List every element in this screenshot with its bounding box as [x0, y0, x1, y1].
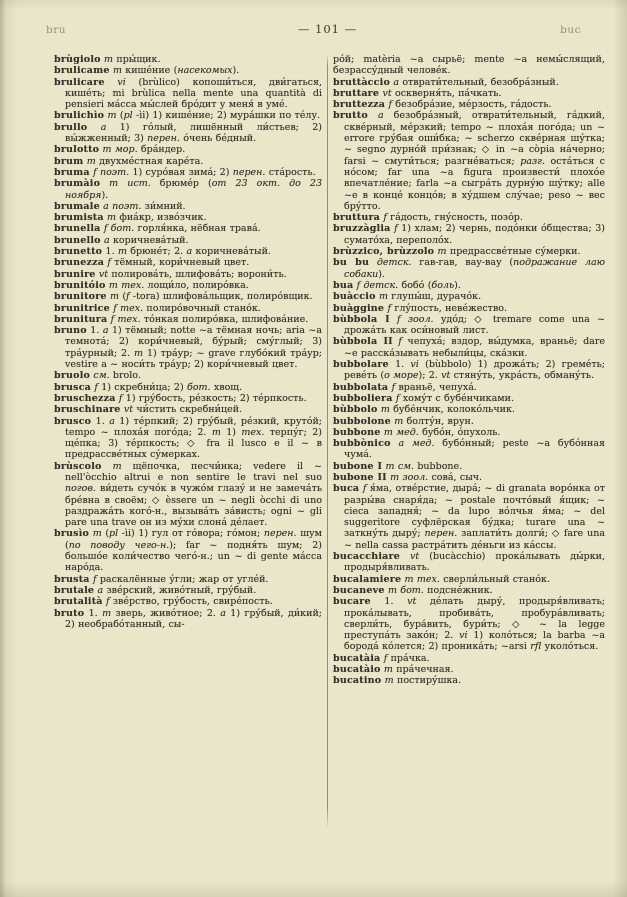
dictionary-entry: bruttare vt оскверня́ть, па́чкать. — [333, 87, 502, 99]
dictionary-entry: bùbbolo m бубе́нчик, колоко́льчик. — [333, 404, 515, 416]
dictionary-entry: bucare 1. vt де́лать дыру́, продыря́вливать; прока́лывать, пробива́ть, пробура́вливать; сверли́ть, бура́вить, бури́ть; ◇ ~ la legge преступа́ть зако́н; 2. vi 1) коло́ться; la barba ~a борода́ ко́лется; 2) проника́ть; ~arsi rfl уколо́ться. — [333, 596, 605, 653]
dictionary-entry: bruma f поэт. 1) суро́вая зима́; 2) перен. ста́рость. — [54, 166, 316, 178]
headword: bubone II — [333, 471, 387, 483]
dictionary-entry: brulichìo m (pl -ìi) 1) кише́ние; 2) мура́шки по те́лу. — [54, 110, 321, 122]
dictionary-entry: brusìo m (pl -ìi) 1) гул от го́вора; го́мон; перен. шум (по поводу чего-н.); far ~ подня́ть шум; 2) большо́е коли́чество чего́-н.; un ~ di gente ма́сса наро́да. — [54, 528, 323, 574]
headword: brulicame — [54, 65, 110, 77]
dictionary-entry: brusca f 1) скребни́ца; 2) бот. хвощ. — [54, 381, 243, 393]
dictionary-entry: buàggine f глу́пость, неве́жество. — [333, 302, 508, 314]
entry-continuation: ро́й; matèria ~a сырьё; mente ~a немы́слящий, безрассу́дный челове́к. — [333, 54, 605, 77]
dictionary-entry: brunezza f тёмный, кори́чневый цвет. — [54, 257, 250, 269]
headword: brutto — [333, 110, 368, 122]
dictionary-entry: bucaneve m бот. подсне́жник. — [333, 584, 493, 596]
headword: bruschezza — [54, 392, 116, 404]
dictionary-entry: bucalamiere m тех. сверли́льный стано́к. — [333, 573, 550, 585]
headword: bubbolone — [333, 415, 391, 427]
headword: bubbònico — [333, 438, 391, 450]
dictionary-entry: brusco 1. a 1) те́рпкий; 2) гру́бый, ре́зкий, круто́й; tempo ~ плоха́я пого́да; 2. m 1) тех. терпу́г; 2) ще́пка; 3) те́рпкость; ◇ fra il lusco e il ~ в предрассве́тных су́мерках. — [54, 415, 323, 461]
headword: brùzzico, brùzzolo — [333, 246, 435, 258]
dictionary-entry: bruttezza f безобра́зие, ме́рзость, га́дость. — [333, 99, 552, 111]
headword: bubbolata — [333, 381, 389, 393]
headword: brum — [54, 155, 84, 167]
dictionary-entry: brusta f раскалённые у́гли; жар от угле́й. — [54, 573, 269, 585]
dictionary-entry: brulicame m кише́ние (насекомых). — [54, 65, 240, 77]
dictionary-entry: brunitrice f тех. полиро́вочный стано́к. — [54, 302, 261, 314]
headword: bùbbolo — [333, 404, 378, 416]
dictionary-entry: bucatàia f пра́чка. — [333, 652, 430, 664]
headword: brulotto — [54, 144, 100, 156]
headword: brunezza — [54, 257, 105, 269]
headword: bruttezza — [333, 99, 386, 111]
headword: buàccio — [333, 291, 376, 303]
dictionary-entry: brulotto m мор. бра́ндер. — [54, 144, 186, 156]
dictionary-entry: bucatino m постиру́шка. — [333, 675, 462, 687]
dictionary-entry: brunitore m (f -tora) шлифова́льщик, полиро́вщик. — [54, 291, 313, 303]
headword: bruzzàglia — [333, 223, 391, 235]
headword: bruma — [54, 166, 90, 178]
headword: buàggine — [333, 302, 385, 314]
headword: brusta — [54, 573, 90, 585]
headword: bucaneve — [333, 584, 385, 596]
dictionary-entry: brùscolo m щёпочка, песчи́нка; vedere il ~ nell'òcchio altrui e non sentire le travi nel suo погов. ви́деть сучо́к в чужо́м глазу́ и не замеча́ть бре́вна в своём; ◇ èssere un ~ negli òcchi di uno раздража́ть кого́-н., вызыва́ть за́висть; ogni ~ gli pare una trave он из му́хи слона́ де́лает. — [54, 460, 322, 529]
dictionary-entry: brullo a 1) го́лый, лишённый ли́стьев; 2) вы́жженный; 3) перен. о́чень бе́дный. — [54, 121, 322, 145]
dictionary-entry: bubone I m см. bubbone. — [333, 460, 463, 472]
headword: bruttàccio — [333, 76, 391, 88]
headword: bruttare — [333, 87, 380, 99]
dictionary-entry: bubboliera f хому́т с бубе́нчиками. — [333, 392, 514, 404]
headword: brusca — [54, 381, 92, 393]
headword: bruttura — [333, 212, 380, 224]
dictionary-entry: buca f я́ма, отве́рстие, дыра́; ~ di granata воро́нка от разры́ва снаря́да; ~ postale почто́вый я́щик; ~ cieca западня́; ~ da lupo во́лчья я́ма; ~ del suggeritore суфлёрская бу́дка; turare una ~ заткну́ть дыру́; перен. заплати́ть долги́; ◇ fare una ~ nella cassa растра́тить де́ньги из ка́ссы. — [333, 483, 606, 551]
left-column — [54, 54, 322, 885]
dictionary-entry: bubbolone m болту́н, врун. — [333, 415, 474, 427]
dictionary-entry: brunella f бот. горля́нка, нёбная трава́. — [54, 223, 261, 235]
headword: bucacchiare — [333, 551, 400, 563]
headword: brùgiolo — [54, 54, 101, 65]
dictionary-entry: brunello a коричнева́тый. — [54, 234, 189, 246]
headword: brunetto — [54, 246, 103, 258]
guide-word-left: bru — [46, 24, 67, 36]
right-column — [333, 54, 605, 885]
headword: brusco — [54, 415, 92, 427]
dictionary-entry: bubbònico a мед. бубо́нный; peste ~a бубо́нная чума́. — [333, 438, 605, 461]
dictionary-entry: brumàio m ист. брюме́р (от 23 окт. до 23 ноября). — [54, 178, 322, 201]
headword: brunitóio — [54, 279, 106, 291]
headword: brunire — [54, 268, 96, 280]
dictionary-entry: bruolo см. brolo. — [54, 370, 141, 382]
headword: brunitore — [54, 291, 107, 303]
page-header — [46, 24, 609, 40]
headword: brulichìo — [54, 110, 105, 122]
dictionary-entry: bruno 1. a 1) тёмный; notte ~a тёмная ночь; aria ~a темнота́; 2) кори́чневый, бу́рый; сму́глый; 3) тра́урный; 2. m 1) тра́ур; ~ grave глубо́кий тра́ур; vestire a ~ носи́ть тра́ур; 2) кори́чневый цвет. — [54, 325, 322, 371]
dictionary-entry: brutto a безобра́зный, отврати́тельный, га́дкий, скве́рный, ме́рзкий; tempo ~ плоха́я пого́да; un ~ errore гру́бая оши́бка; ~ scherzo скве́рная шу́тка; ~ segno дурно́й при́знак; ◇ in ~a còpia на́черно; farsi ~ смути́ться; разгне́ваться; разг. оста́ться с но́сом; far una ~a figura произвести́ плохо́е впечатле́ние; farla ~a сыгра́ть дурну́ю шу́тку; alle ~e в конце́ концо́в; в ху́дшем слу́чае; peso ~ вес бру́тто. — [333, 110, 605, 212]
headword: bùbbola I — [333, 313, 390, 325]
dictionary-entry: bu bu детск. гав-гав, вау-вау (подражание лаю собаки). — [333, 257, 605, 280]
headword: bruschinare — [54, 404, 121, 416]
headword: bubbone — [333, 426, 381, 438]
dictionary-entry: bruzzàglia f 1) хлам; 2) чернь, подо́нки о́бщества; 3) сумато́ха, переполо́х. — [333, 223, 605, 246]
dictionary-entry: bubone II m зоол. сова́, сыч. — [333, 471, 483, 483]
dictionary-entry: bubbone m мед. бубо́н, о́пухоль. — [333, 426, 501, 438]
dictionary-entry: bucacchiare vt (bucàcchio) прока́лывать ды́рки, продыря́вливать. — [333, 551, 605, 574]
headword: bucatino — [333, 675, 382, 687]
headword: bruolo — [54, 370, 91, 382]
dictionary-entry: bruto 1. m зверь, живо́тное; 2. a 1) гру́бый, ди́кий; 2) необрабо́танный, сы- — [54, 607, 322, 630]
dictionary-entry: bruttura f га́дость, гну́сность, позо́р. — [333, 212, 523, 224]
dictionary-entry: bucatàio m пра́чечная. — [333, 664, 454, 676]
headword: brumista — [54, 212, 104, 224]
headword: brunello — [54, 234, 101, 246]
guide-word-right: buc — [560, 24, 581, 36]
text-columns — [54, 54, 611, 885]
dictionary-entry: brunetto 1. m брюне́т; 2. a коричнева́тый. — [54, 246, 271, 258]
dictionary-entry: buàccio m глупы́ш, дурачо́к. — [333, 291, 482, 303]
dictionary-entry: brunitura f тех. то́нкая полиро́вка, шлифова́ние. — [54, 313, 309, 325]
dictionary-entry: bruschinare vt чи́стить скребни́цей. — [54, 404, 243, 416]
dictionary-entry: brulicare vi (brùlico) копоши́ться, дви́гаться, кише́ть; mi brùlica nella mente una quantità di pensieri ма́сса мы́слей бро́дит у меня́ в уме́. — [54, 76, 322, 111]
headword: brutale — [54, 584, 95, 596]
dictionary-entry: bruttàccio a отврати́тельный, безобра́зный. — [333, 76, 559, 88]
dictionary-entry: brutale a зве́рский, живо́тный, гру́бый. — [54, 584, 257, 596]
column-divider — [327, 54, 328, 885]
headword: bua — [333, 279, 354, 291]
dictionary-entry: brumale a поэт. зи́мний. — [54, 200, 186, 212]
headword: bubboliera — [333, 392, 393, 404]
headword: brunitura — [54, 313, 108, 325]
headword: brullo — [54, 121, 88, 133]
headword: brùscolo — [54, 460, 102, 472]
headword: brunella — [54, 223, 101, 235]
headword: bùbbola II — [333, 336, 393, 348]
dictionary-entry: bua f детск. бобо́ (боль). — [333, 279, 461, 291]
headword: brunitrice — [54, 302, 110, 314]
headword: bruto — [54, 607, 85, 619]
dictionary-entry: bruschezza f 1) гру́бость, ре́зкость; 2) те́рпкость. — [54, 392, 307, 404]
headword: brusìo — [54, 528, 90, 540]
headword: bubone I — [333, 460, 383, 472]
dictionary-entry: bubbolata f враньё, чепуха́. — [333, 381, 477, 393]
headword: bruno — [54, 325, 87, 337]
headword: bubbolare — [333, 359, 389, 371]
page-number: — 101 — — [297, 22, 358, 36]
dictionary-entry: brunitóio m тех. лощи́ло, полиро́вка. — [54, 279, 249, 291]
headword: brumale — [54, 200, 100, 212]
headword: brutalità — [54, 596, 103, 608]
headword: bucatàia — [333, 652, 381, 664]
headword: brumàio — [54, 178, 101, 190]
dictionary-entry: brunire vt полирова́ть, шлифова́ть; ворони́ть. — [54, 268, 287, 280]
dictionary-entry: brutalità f зве́рство, гру́бость, свире́пость. — [54, 596, 273, 608]
dictionary-entry: brùzzico, brùzzolo m предрассве́тные су́мерки. — [333, 246, 581, 258]
headword: bu bu — [333, 257, 370, 269]
dictionary-entry: brumista m фиа́кр, изво́зчик. — [54, 212, 207, 224]
dictionary-entry: brùgiolo m пры́щик. — [54, 54, 161, 65]
dictionary-entry: bùbbola II f чепуха́; вздор, вы́думка, враньё; dare ~e расска́зывать небыли́цы, ска́зки. — [333, 336, 605, 359]
headword: brulicare — [54, 76, 105, 88]
headword: buca — [333, 483, 360, 495]
dictionary-entry: bùbbola I f зоол. удо́д; ◇ tremare come una ~ дрожа́ть как оси́новый лист. — [333, 313, 605, 337]
headword: bucatàio — [333, 664, 381, 676]
headword: bucalamiere — [333, 573, 402, 585]
headword: bucare — [333, 596, 371, 608]
dictionary-entry: brum m двухме́стная каре́та. — [54, 155, 204, 167]
dictionary-entry: bubbolare 1. vi (bùbbolo) 1) дрожа́ть; 2) греме́ть; реве́ть (о море); 2. vt стяну́ть, укра́сть, обману́ть. — [333, 359, 605, 382]
